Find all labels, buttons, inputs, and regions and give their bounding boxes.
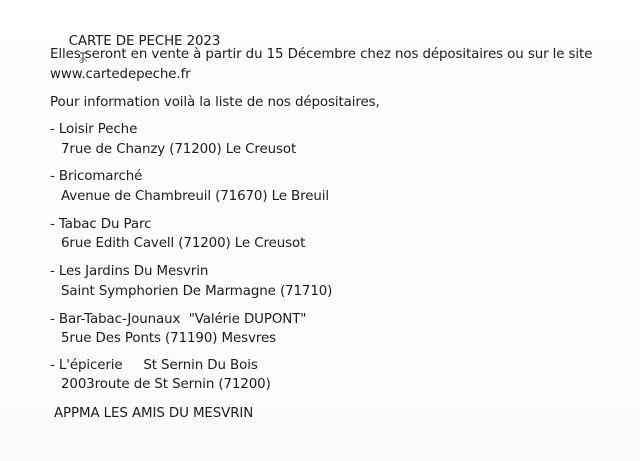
depositaire-address: 7rue de Chanzy (71200) Le Creusot <box>61 142 297 157</box>
depositaire-name: - Bricomarché <box>50 169 143 184</box>
depositaire-address: 2003route de St Sernin (71200) <box>61 377 271 392</box>
depositaire-address: Saint Symphorien De Marmagne (71710) <box>61 284 333 299</box>
document-title: CARTE DE PECHE 2023 <box>68 34 221 49</box>
info-text: Pour information voilà la liste de nos dépositaires, <box>50 95 380 110</box>
signature: APPMA LES AMIS DU MESVRIN <box>54 406 254 421</box>
depositaire-name: - Loisir Peche <box>50 122 138 137</box>
depositaire-name: - Tabac Du Parc <box>50 217 152 232</box>
depositaire-address: 5rue Des Ponts (71190) Mesvres <box>61 331 276 346</box>
intro-text: Elles seront en vente à partir du 15 Décembre chez nos dépositaires ou sur le site <box>50 47 593 62</box>
depositaire-address: 6rue Edith Cavell (71200) Le Creusot <box>61 236 306 251</box>
depositaire-name: - Les Jardins Du Mesvrin <box>50 264 209 279</box>
website-text: www.cartedepeche.fr <box>50 67 191 82</box>
depositaire-address: Avenue de Chambreuil (71670) Le Breuil <box>61 189 330 204</box>
depositaire-name: - L'épicerie St Sernin Du Bois <box>50 358 258 373</box>
depositaire-name: - Bar-Tabac-Jounaux "Valérie DUPONT" <box>50 312 307 327</box>
